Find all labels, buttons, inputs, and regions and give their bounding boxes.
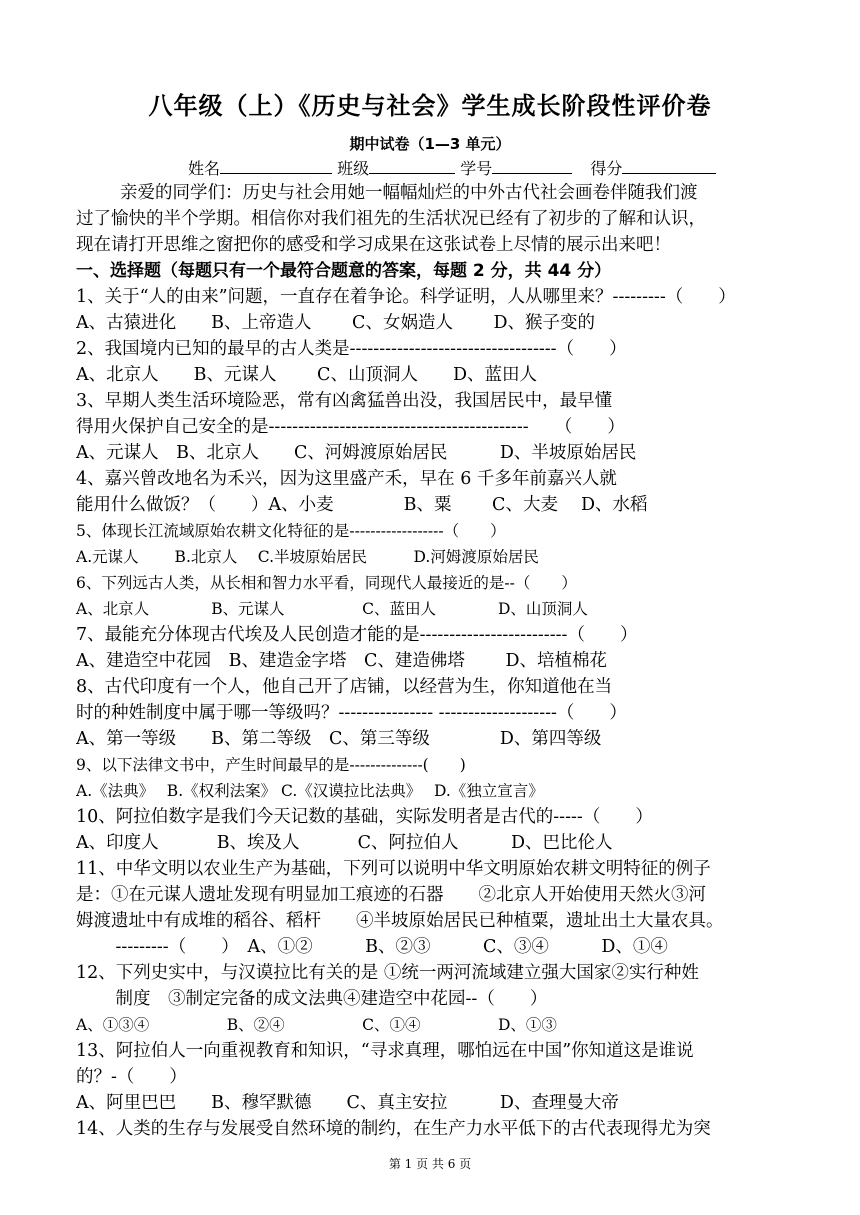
question-line: 2、我国境内已知的最早的古人类是-----------------------------------（ ） (76, 339, 627, 359)
question-line: 8、古代印度有一个人，他自己开了店铺，以经营为生，你知道他在当 (76, 677, 613, 697)
exam-subtitle: 期中试卷（1—3 单元） (349, 135, 511, 153)
student-info-row (188, 156, 716, 179)
option-line: A、元谋人 B、北京人 C、河姆渡原始居民 D、半坡原始居民 (76, 443, 637, 463)
intro-line: 过了愉快的半个学期。相信你对我们祖先的生活状况已经有了初步的了解和认识， (76, 209, 706, 229)
question-line: 的？-（ ） (76, 1067, 187, 1087)
question-line: 11、中华文明以农业生产为基础，下列可以说明中华文明原始农耕文明特征的例子 (76, 859, 711, 879)
question-line: 是：①在元谋人遗址发现有明显加工痕迹的石器 ②北京人开始使用天然火③河 (76, 885, 706, 905)
question-line: 姆渡遗址中有成堆的稻谷、稻杆 ④半坡原始居民已种植粟，遗址出土大量农具。 (76, 911, 724, 931)
intro-line: 现在请打开思维之窗把你的感受和学习成果在这张试卷上尽情的展示出来吧！ (76, 235, 671, 255)
intro-line: 亲爱的同学们：历史与社会用她一幅幅灿烂的中外古代社会画卷伴随我们渡 (120, 183, 698, 203)
option-line: A、北京人 B、元谋人 C、山顶洞人 D、蓝田人 (76, 365, 537, 385)
option-line: A、第一等级 B、第二等级 C、第三等级 D、第四等级 (76, 729, 602, 749)
name-label: 姓名 (188, 159, 221, 178)
option-line: A、古猿进化 B、上帝造人 C、女娲造人 D、猴子变的 (76, 313, 596, 333)
question-line: 得用火保护自己安全的是-------------------------------------------- （ ） (76, 417, 625, 437)
class-blank[interactable] (369, 157, 455, 174)
question-line: 14、人类的生存与发展受自然环境的制约，在生产力水平低下的古代表现得尤为突 (76, 1119, 711, 1139)
question-line: 能用什么做饭？（ ）A、小麦 B、粟 C、大麦 D、水稻 (76, 495, 648, 515)
question-line: 10、阿拉伯数字是我们今天记数的基础，实际发明者是古代的-----（ ） (76, 807, 653, 827)
section-heading: 一、选择题（每题只有一个最符合题意的答案，每题 2 分，共 44 分） (76, 261, 612, 281)
question-line: 4、嘉兴曾改地名为禾兴，因为这里盛产禾，早在 6 千多年前嘉兴人就 (76, 469, 617, 489)
class-label: 班级 (337, 159, 370, 178)
question-line: 制度 ③制定完备的成文法典④建造空中花园--（ ） (98, 989, 548, 1009)
question-line: 时的种姓制度中属于哪一等级吗？---------------- --------------------（ ） (76, 703, 627, 723)
option-line: A、①③④ B、②④ C、①④ D、①③ (76, 1016, 557, 1034)
page-footer: 第 1 页 共 6 页 (388, 1157, 472, 1171)
option-line: A、建造空中花园 B、建造金字塔 C、建造佛塔 D、培植棉花 (76, 651, 607, 671)
question-line: 5、体现长江流域原始农耕文化特征的是------------------（ ） (76, 522, 506, 540)
exam-title: 八年级（上）《历史与社会》学生成长阶段性评价卷 (148, 92, 712, 120)
name-blank[interactable] (220, 157, 332, 174)
option-line: A.《法典》 B.《权利法案》 C.《汉谟拉比法典》 D.《独立宣言》 (76, 782, 544, 800)
question-line: 9、以下法律文书中，产生时间最早的是--------------( ) (76, 756, 466, 774)
option-line: A、阿里巴巴 B、穆罕默德 C、真主安拉 D、查理曼大帝 (76, 1093, 619, 1113)
number-blank[interactable] (492, 157, 572, 174)
option-line: ---------（ ） A、①② B、②③ C、③④ D、①④ (98, 937, 668, 957)
question-line: 12、下列史实中，与汉谟拉比有关的是 ①统一两河流域建立强大国家②实行种姓 (76, 963, 699, 983)
score-label: 得分 (590, 159, 623, 178)
question-line: 13、阿拉伯人一向重视教育和知识，“寻求真理，哪怕远在中国”你知道这是谁说 (76, 1041, 694, 1061)
option-line: A、印度人 B、埃及人 C、阿拉伯人 D、巴比伦人 (76, 833, 613, 853)
option-line: A、北京人 B、元谋人 C、蓝田人 D、山顶洞人 (76, 600, 588, 618)
question-line: 1、关于“人的由来”问题，一直存在着争论。科学证明，人从哪里来？---------（ ） (76, 287, 736, 307)
number-label: 学号 (460, 159, 493, 178)
exam-content (76, 180, 788, 1142)
question-line: 3、早期人类生活环境险恶，常有凶禽猛兽出没，我国居民中，最早懂 (76, 391, 613, 411)
score-blank[interactable] (622, 157, 716, 174)
question-line: 6、下列远古人类，从长相和智力水平看，同现代人最接近的是--（ ） (76, 574, 577, 592)
question-line: 7、最能充分体现古代埃及人民创造才能的是-------------------------（ ） (76, 625, 638, 645)
option-line: A.元谋人 B.北京人 C.半坡原始居民 D.河姆渡原始居民 (76, 548, 539, 566)
